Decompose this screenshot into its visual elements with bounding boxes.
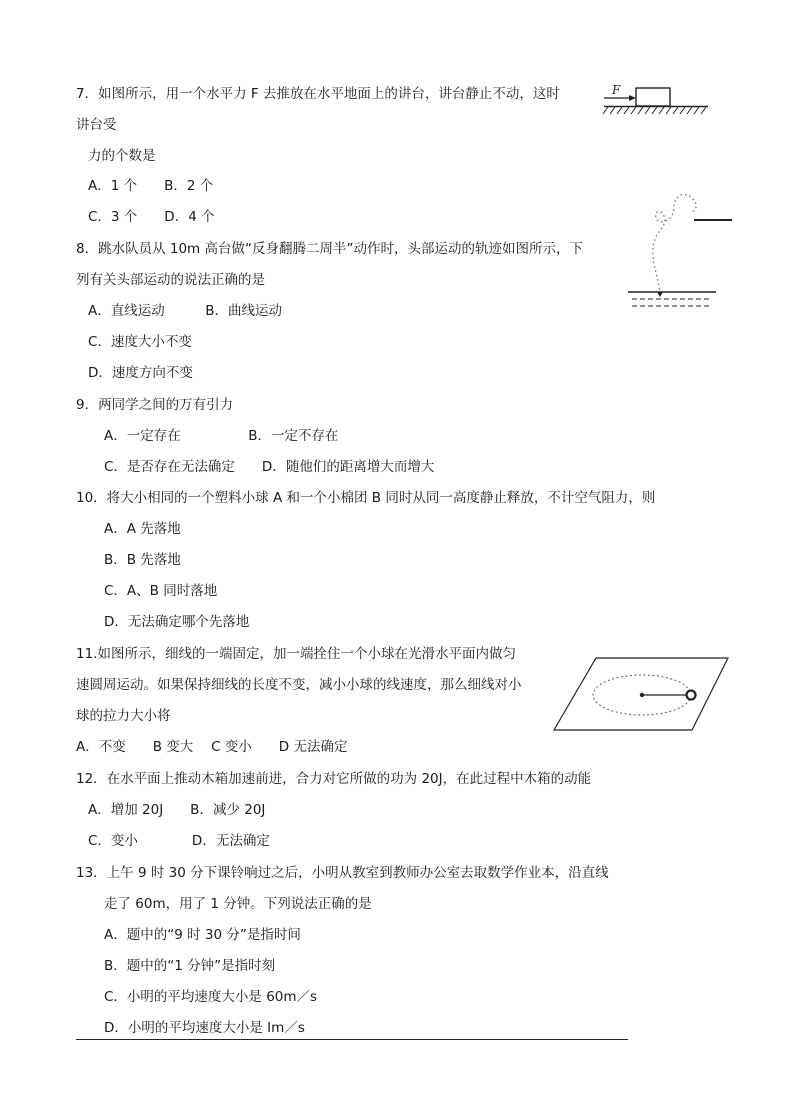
q8-stem-line1: 8．跳水队员从 10m 高台做“反身翻腾二周半”动作时，头部运动的轨迹如图所示，下: [76, 241, 583, 257]
q11-stem-line3: 球的拉力大小将: [76, 708, 171, 724]
q12-stem: 12．在水平面上推动木箱加速前进，合力对它所做的功为 20J，在此过程中木箱的动能: [76, 771, 592, 787]
entry-point-marker: [657, 292, 663, 297]
q7-stem-line3: 力的个数是: [88, 148, 156, 164]
q11-options: A．不变 B 变大 C 变小 D 无法确定: [76, 739, 348, 755]
q8-options-ab: A．直线运动 B．曲线运动: [88, 303, 282, 319]
q10-option-b: B．B 先落地: [104, 552, 181, 568]
q9-options-cd: C．是否存在无法确定 D．随他们的距离增大而增大: [104, 459, 435, 475]
q8-stem-line2: 列有关头部运动的说法正确的是: [76, 272, 265, 288]
q12-options-ab: A．增加 20J B．减少 20J: [88, 802, 266, 818]
force-label: F: [612, 83, 621, 97]
q7-stem-line1: 7．如图所示，用一个水平力 F 去推放在水平地面上的讲台，讲台静止不动，这时: [76, 86, 560, 102]
small-ball: [687, 691, 696, 700]
q10-option-c: C．A、B 同时落地: [104, 583, 218, 599]
podium-block: [636, 88, 670, 106]
q11-figure-circular-motion: [550, 652, 734, 736]
q10-stem: 10．将大小相同的一个塑料小球 A 和一个小棉团 B 同时从同一高度静止释放，不计空气阻力，则: [76, 490, 656, 506]
q13-option-c: C．小明的平均速度大小是 60m／s: [104, 989, 318, 1005]
q11-stem-line1: 11.如图所示，细线的一端固定，加一端拴住一个小球在光滑水平面内做匀: [76, 646, 516, 662]
q7-stem-line2: 讲台受: [76, 117, 117, 133]
q13-stem-line2: 走了 60m，用了 1 分钟。下列说法正确的是: [104, 896, 372, 912]
q13-option-a: A．题中的“9 时 30 分”是指时间: [104, 927, 301, 943]
q8-option-d: D．速度方向不变: [88, 365, 193, 381]
q8-figure-diving-trajectory: [624, 182, 736, 314]
bottom-rule: [76, 1039, 628, 1040]
q7-options-ab: A．1 个 B．2 个: [88, 178, 214, 194]
q8-option-c: C．速度大小不变: [88, 334, 192, 350]
ground-hatching: [603, 107, 706, 114]
q13-stem-line1: 13．上午 9 时 30 分下课铃响过之后，小明从教室到教师办公室去取数学作业本，沿直线: [76, 865, 609, 881]
force-arrowhead: [629, 95, 636, 101]
q11-stem-line2: 速圆周运动。如果保持细线的长度不变，减小小球的线速度，那么细线对小: [76, 677, 522, 693]
q13-option-b: B．题中的“1 分钟”是指时刻: [104, 958, 276, 974]
q12-options-cd: C．变小 D．无法确定: [88, 833, 270, 849]
q7-options-cd: C．3 个 D．4 个: [88, 209, 215, 225]
q7-figure-podium: [600, 80, 712, 120]
q10-option-a: A．A 先落地: [104, 521, 181, 537]
q13-option-d: D．小明的平均速度大小是 Im／s: [104, 1020, 305, 1036]
q9-stem: 9．两同学之间的万有引力: [76, 397, 234, 413]
q9-options-ab: A．一定存在 B．一定不存在: [104, 428, 339, 444]
head-trajectory: [653, 194, 696, 294]
q10-option-d: D．无法确定哪个先落地: [104, 614, 250, 630]
